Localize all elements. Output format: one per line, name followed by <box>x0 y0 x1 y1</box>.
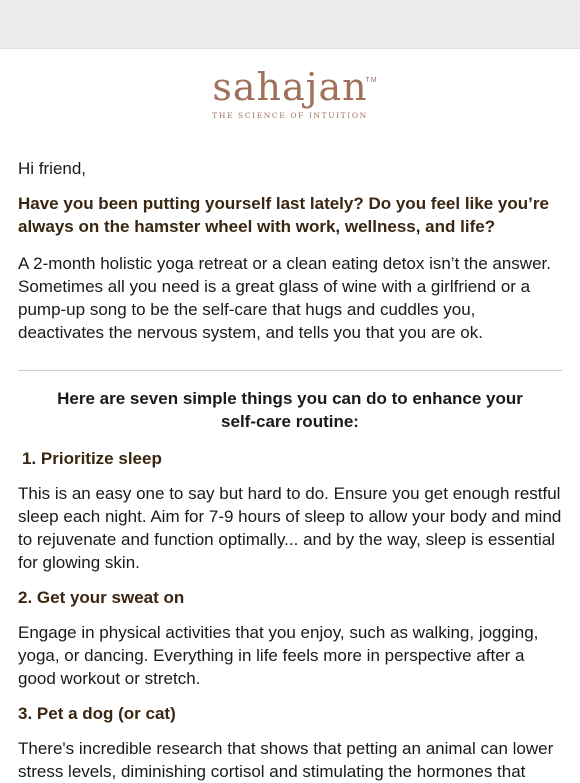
logo-wordmark <box>212 65 378 109</box>
intro-paragraph: A 2-month holistic yoga retreat or a clean eating detox isn’t the answer. Sometimes all you need is a great glass of wine with a girlfriend or a pump-up song to be the self-care that hugs and cuddles you, deactivates the nervous system, and tells you that you are ok. <box>18 254 551 342</box>
tip-body-sleep: This is an easy one to say but hard to do. Ensure you get enough restful sleep each night. Aim for 7-9 hours of sleep to allow your body and mind to rejuvenate and function optimally... and by the way, sleep is essential for glowing skin. <box>18 484 562 572</box>
email-body <box>0 49 580 783</box>
tip-body-sweat: Engage in physical activities that you enjoy, such as walking, jogging, yoga, or dancing. Everything in life feels more in perspective after a good workout or stretch. <box>18 623 539 688</box>
tip-title-sweat: 2. Get your sweat on <box>18 588 185 607</box>
section-title: Here are seven simple things you can do to enhance your self-care routine: <box>57 389 523 431</box>
greeting: Hi friend, <box>18 159 87 178</box>
tip-body-pet: There's incredible research that shows that petting an animal can lower stress levels, diminishing cortisol and stimulating the hormones that <box>18 739 554 781</box>
email-content <box>0 129 580 783</box>
lead-question: Have you been putting yourself last lately? Do you feel like you’re always on the hamster wheel with work, wellness, and life? <box>18 194 549 236</box>
section-divider <box>18 370 562 371</box>
logo-tagline: THE SCIENCE OF INTUITION <box>212 111 368 120</box>
brand-logo[interactable] <box>0 49 580 129</box>
trademark-mark: TM <box>365 77 378 84</box>
email-client-header-bar <box>0 0 580 49</box>
logo-wordmark-text: sahajan <box>212 65 368 109</box>
tip-title-sleep: 1. Prioritize sleep <box>22 449 162 468</box>
tip-title-pet: 3. Pet a dog (or cat) <box>18 704 176 723</box>
